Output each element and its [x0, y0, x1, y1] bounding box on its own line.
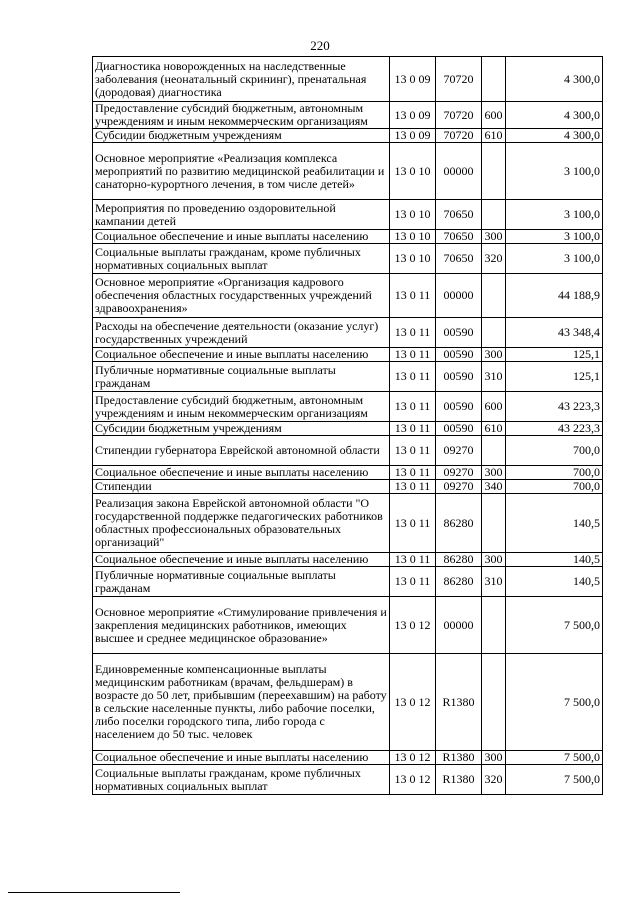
- row-name: Социальное обеспечение и иные выплаты населению: [93, 230, 390, 244]
- row-section-code: 13 0 09: [390, 57, 436, 102]
- row-expense-code: 00590: [436, 362, 482, 392]
- row-amount: 140,5: [506, 567, 603, 597]
- row-amount: 7 500,0: [506, 654, 603, 751]
- row-expense-code: 70720: [436, 57, 482, 102]
- row-section-code: 13 0 12: [390, 751, 436, 765]
- row-expense-code: 09270: [436, 480, 482, 494]
- row-expense-code: 70650: [436, 230, 482, 244]
- row-type-code: 340: [482, 480, 506, 494]
- footer-divider: [8, 892, 180, 893]
- row-amount: 4 300,0: [506, 129, 603, 143]
- row-section-code: 13 0 10: [390, 143, 436, 200]
- table-row: [93, 200, 603, 230]
- row-name: Единовременные компенсационные выплаты медицинским работникам (врачам, фельдшерам) в возрасте до 50 лет, прибывшим (переехавшим) на работу в сельские населенные пункты, либо рабочие поселки, либо поселки городского типа, либо города с населением до 50 тыс. человек: [93, 654, 390, 751]
- row-name: Социальное обеспечение и иные выплаты населению: [93, 466, 390, 480]
- row-section-code: 13 0 11: [390, 392, 436, 422]
- row-type-code: 300: [482, 230, 506, 244]
- row-type-code: [482, 318, 506, 348]
- row-type-code: 310: [482, 362, 506, 392]
- row-type-code: [482, 143, 506, 200]
- row-section-code: 13 0 11: [390, 348, 436, 362]
- row-expense-code: 00000: [436, 274, 482, 318]
- row-expense-code: 00000: [436, 597, 482, 654]
- row-name: Субсидии бюджетным учреждениям: [93, 422, 390, 436]
- row-amount: 700,0: [506, 466, 603, 480]
- row-expense-code: 00590: [436, 392, 482, 422]
- row-amount: 7 500,0: [506, 597, 603, 654]
- table-row: [93, 765, 603, 795]
- row-type-code: [482, 436, 506, 466]
- row-amount: 43 223,3: [506, 392, 603, 422]
- table-row: [93, 422, 603, 436]
- row-section-code: 13 0 11: [390, 274, 436, 318]
- row-section-code: 13 0 11: [390, 553, 436, 567]
- row-type-code: 610: [482, 422, 506, 436]
- row-section-code: 13 0 10: [390, 200, 436, 230]
- row-type-code: [482, 200, 506, 230]
- table-row: [93, 318, 603, 348]
- row-amount: 3 100,0: [506, 230, 603, 244]
- table-row: [93, 230, 603, 244]
- row-expense-code: 70720: [436, 102, 482, 129]
- row-expense-code: 09270: [436, 436, 482, 466]
- row-name: Стипендии: [93, 480, 390, 494]
- table-row: [93, 751, 603, 765]
- row-section-code: 13 0 11: [390, 480, 436, 494]
- row-expense-code: 86280: [436, 494, 482, 553]
- row-expense-code: 70650: [436, 200, 482, 230]
- row-section-code: 13 0 11: [390, 567, 436, 597]
- row-type-code: 600: [482, 392, 506, 422]
- row-expense-code: 86280: [436, 553, 482, 567]
- row-expense-code: 86280: [436, 567, 482, 597]
- row-section-code: 13 0 10: [390, 244, 436, 274]
- row-expense-code: 00590: [436, 348, 482, 362]
- row-amount: 3 100,0: [506, 200, 603, 230]
- table-row: [93, 392, 603, 422]
- row-name: Основное мероприятие «Стимулирование привлечения и закрепления медицинских работников, имеющих высшее и среднее медицинское образование»: [93, 597, 390, 654]
- budget-table: [92, 56, 603, 795]
- table-row: [93, 348, 603, 362]
- row-amount: 4 300,0: [506, 57, 603, 102]
- table-row: [93, 362, 603, 392]
- row-name: Социальное обеспечение и иные выплаты населению: [93, 553, 390, 567]
- row-expense-code: R1380: [436, 751, 482, 765]
- row-expense-code: R1380: [436, 654, 482, 751]
- table-row: [93, 553, 603, 567]
- row-type-code: 320: [482, 244, 506, 274]
- table-row: [93, 129, 603, 143]
- row-type-code: 300: [482, 751, 506, 765]
- table-row: [93, 494, 603, 553]
- row-amount: 125,1: [506, 348, 603, 362]
- row-amount: 125,1: [506, 362, 603, 392]
- row-name: Публичные нормативные социальные выплаты гражданам: [93, 362, 390, 392]
- row-name: Диагностика новорожденных на наследственные заболевания (неонатальный скрининг), пренатальная (дородовая) диагностика: [93, 57, 390, 102]
- row-section-code: 13 0 11: [390, 466, 436, 480]
- table-row: [93, 57, 603, 102]
- row-section-code: 13 0 09: [390, 102, 436, 129]
- row-section-code: 13 0 12: [390, 597, 436, 654]
- row-type-code: 300: [482, 553, 506, 567]
- row-type-code: [482, 274, 506, 318]
- row-amount: 700,0: [506, 480, 603, 494]
- table-row: [93, 436, 603, 466]
- table-row: [93, 102, 603, 129]
- table-row: [93, 143, 603, 200]
- row-type-code: 300: [482, 348, 506, 362]
- row-name: Публичные нормативные социальные выплаты гражданам: [93, 567, 390, 597]
- row-type-code: 610: [482, 129, 506, 143]
- row-amount: 4 300,0: [506, 102, 603, 129]
- table-row: [93, 244, 603, 274]
- row-section-code: 13 0 11: [390, 318, 436, 348]
- row-section-code: 13 0 09: [390, 129, 436, 143]
- row-type-code: [482, 494, 506, 553]
- row-expense-code: R1380: [436, 765, 482, 795]
- row-amount: 7 500,0: [506, 765, 603, 795]
- row-section-code: 13 0 10: [390, 230, 436, 244]
- row-amount: 3 100,0: [506, 244, 603, 274]
- row-name: Основное мероприятие «Организация кадрового обеспечения областных государственных учреждений здравоохранения»: [93, 274, 390, 318]
- row-expense-code: 70650: [436, 244, 482, 274]
- row-type-code: [482, 654, 506, 751]
- row-amount: 43 348,4: [506, 318, 603, 348]
- row-expense-code: 09270: [436, 466, 482, 480]
- row-amount: 700,0: [506, 436, 603, 466]
- table-row: [93, 480, 603, 494]
- row-expense-code: 00590: [436, 422, 482, 436]
- row-name: Предоставление субсидий бюджетным, автономным учреждениям и иным некоммерческим организациям: [93, 392, 390, 422]
- row-expense-code: 70720: [436, 129, 482, 143]
- row-type-code: 320: [482, 765, 506, 795]
- table-row: [93, 274, 603, 318]
- row-type-code: 300: [482, 466, 506, 480]
- row-name: Социальные выплаты гражданам, кроме публичных нормативных социальных выплат: [93, 244, 390, 274]
- row-name: Субсидии бюджетным учреждениям: [93, 129, 390, 143]
- row-amount: 44 188,9: [506, 274, 603, 318]
- page-number: 220: [310, 38, 330, 53]
- row-expense-code: 00590: [436, 318, 482, 348]
- table-row: [93, 654, 603, 751]
- row-section-code: 13 0 11: [390, 362, 436, 392]
- row-amount: 3 100,0: [506, 143, 603, 200]
- row-type-code: [482, 57, 506, 102]
- table-row: [93, 567, 603, 597]
- row-type-code: 600: [482, 102, 506, 129]
- row-name: Социальное обеспечение и иные выплаты населению: [93, 751, 390, 765]
- row-name: Расходы на обеспечение деятельности (оказание услуг) государственных учреждений: [93, 318, 390, 348]
- row-section-code: 13 0 11: [390, 422, 436, 436]
- row-name: Мероприятия по проведению оздоровительной кампании детей: [93, 200, 390, 230]
- row-name: Основное мероприятие «Реализация комплекса мероприятий по развитию медицинской реабилитации и санаторно-курортного лечения, в том числе детей»: [93, 143, 390, 200]
- row-amount: 140,5: [506, 553, 603, 567]
- budget-table-body: [93, 57, 603, 795]
- row-section-code: 13 0 12: [390, 765, 436, 795]
- row-name: Социальные выплаты гражданам, кроме публичных нормативных социальных выплат: [93, 765, 390, 795]
- row-section-code: 13 0 12: [390, 654, 436, 751]
- row-amount: 7 500,0: [506, 751, 603, 765]
- table-row: [93, 597, 603, 654]
- row-section-code: 13 0 11: [390, 494, 436, 553]
- row-name: Социальное обеспечение и иные выплаты населению: [93, 348, 390, 362]
- row-amount: 43 223,3: [506, 422, 603, 436]
- row-name: Предоставление субсидий бюджетным, автономным учреждениям и иным некоммерческим организациям: [93, 102, 390, 129]
- row-type-code: [482, 597, 506, 654]
- row-amount: 140,5: [506, 494, 603, 553]
- row-name: Стипендии губернатора Еврейской автономной области: [93, 436, 390, 466]
- row-section-code: 13 0 11: [390, 436, 436, 466]
- table-row: [93, 466, 603, 480]
- row-expense-code: 00000: [436, 143, 482, 200]
- row-name: Реализация закона Еврейской автономной области "О государственной поддержке педагогических работников областных профессиональных образовательных организаций": [93, 494, 390, 553]
- row-type-code: 310: [482, 567, 506, 597]
